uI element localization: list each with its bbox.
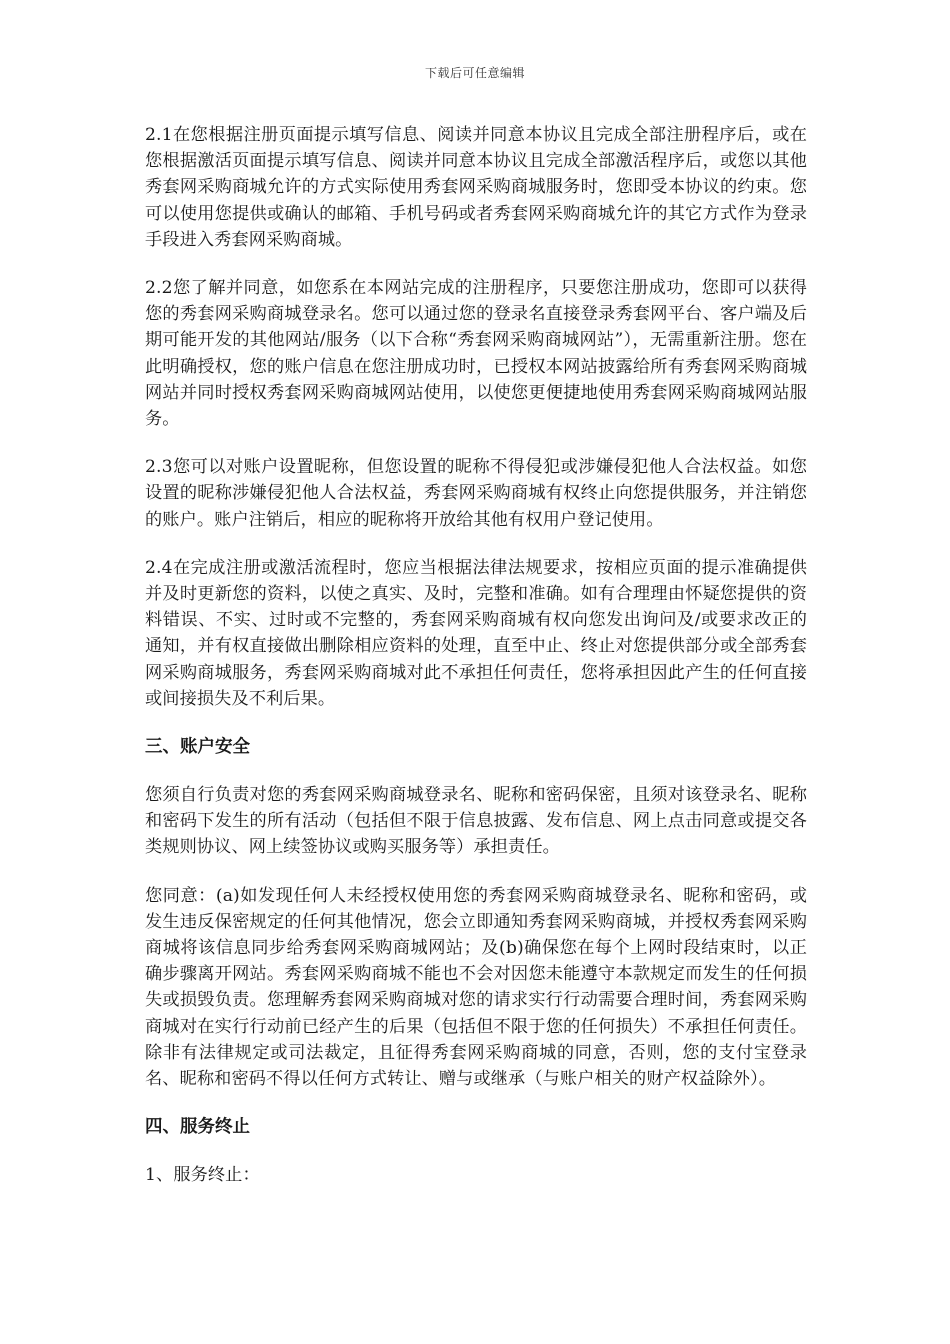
para-account-2: 您同意：(a)如发现任何人未经授权使用您的秀套网采购商城登录名、昵称和密码，或发生违反保密规定的任何其他情况，您会立即通知秀套网采购商城，并授权秀套网采购商城将该信息同步给秀套网采购商城网站；及(b)确保您在每个上网时段结束时，以正确步骤离开网站。秀套网采购商城不能也不会对因您未能遵守本款规定而发生的任何损失或损毁负责。您理解秀套网采购商城对您的请求实行行动需要合理时间，秀套网采购商城对在实行行动前已经产生的后果（包括但不限于您的任何损失）不承担任何责任。除非有法律规定或司法裁定，且征得秀套网采购商城的同意，否则，您的支付宝登录名、昵称和密码不得以任何方式转让、赠与或继承（与账户相关的财产权益除外）。: [145, 885, 807, 1090]
para-2-3: 2.3您可以对账户设置昵称，但您设置的昵称不得侵犯或涉嫌侵犯他人合法权益。如您设置的昵称涉嫌侵犯他人合法权益，秀套网采购商城有权终止向您提供服务，并注销您的账户。账户注销后，相应的昵称将开放给其他有权用户登记使用。: [145, 457, 807, 530]
heading-service-termination: 四、服务终止: [145, 1117, 250, 1138]
page-header: 下载后可任意编辑: [424, 66, 525, 80]
para-2-2: 2.2您了解并同意，如您系在本网站完成的注册程序，只要您注册成功，您即可以获得您的秀套网采购商城登录名。您可以通过您的登录名直接登录秀套网平台、客户端及后期可能开发的其他网站/服务（以下合称“秀套网采购商城网站”），无需重新注册。您在此明确授权，您的账户信息在您注册成功时，已授权本网站披露给所有秀套网采购商城网站并同时授权秀套网采购商城网站使用，以使您更便捷地使用秀套网采购商城网站服务。: [145, 278, 807, 430]
para-termination-1: 1、服务终止：: [145, 1165, 260, 1186]
heading-account-security: 三、账户安全: [145, 737, 250, 758]
para-2-1: 2.1在您根据注册页面提示填写信息、阅读并同意本协议且完成全部注册程序后，或在您根据激活页面提示填写信息、阅读并同意本协议且完成全部激活程序后，或您以其他秀套网采购商城允许的方式实际使用秀套网采购商城服务时，您即受本协议的约束。您可以使用您提供或确认的邮箱、手机号码或者秀套网采购商城允许的其它方式作为登录手段进入秀套网采购商城。: [145, 125, 807, 250]
document-body: [145, 122, 807, 1211]
para-2-4: 2.4在完成注册或激活流程时，您应当根据法律法规要求，按相应页面的提示准确提供并及时更新您的资料，以使之真实、及时，完整和准确。如有合理理由怀疑您提供的资料错误、不实、过时或不完整的，秀套网采购商城有权向您发出询问及/或要求改正的通知，并有权直接做出删除相应资料的处理，直至中止、终止对您提供部分或全部秀套网采购商城服务，秀套网采购商城对此不承担任何责任，您将承担因此产生的任何直接或间接损失及不利后果。: [145, 557, 807, 709]
para-account-1: 您须自行负责对您的秀套网采购商城登录名、昵称和密码保密，且须对该登录名、昵称和密码下发生的所有活动（包括但不限于信息披露、发布信息、网上点击同意或提交各类规则协议、网上续签协议或购买服务等）承担责任。: [145, 785, 807, 858]
